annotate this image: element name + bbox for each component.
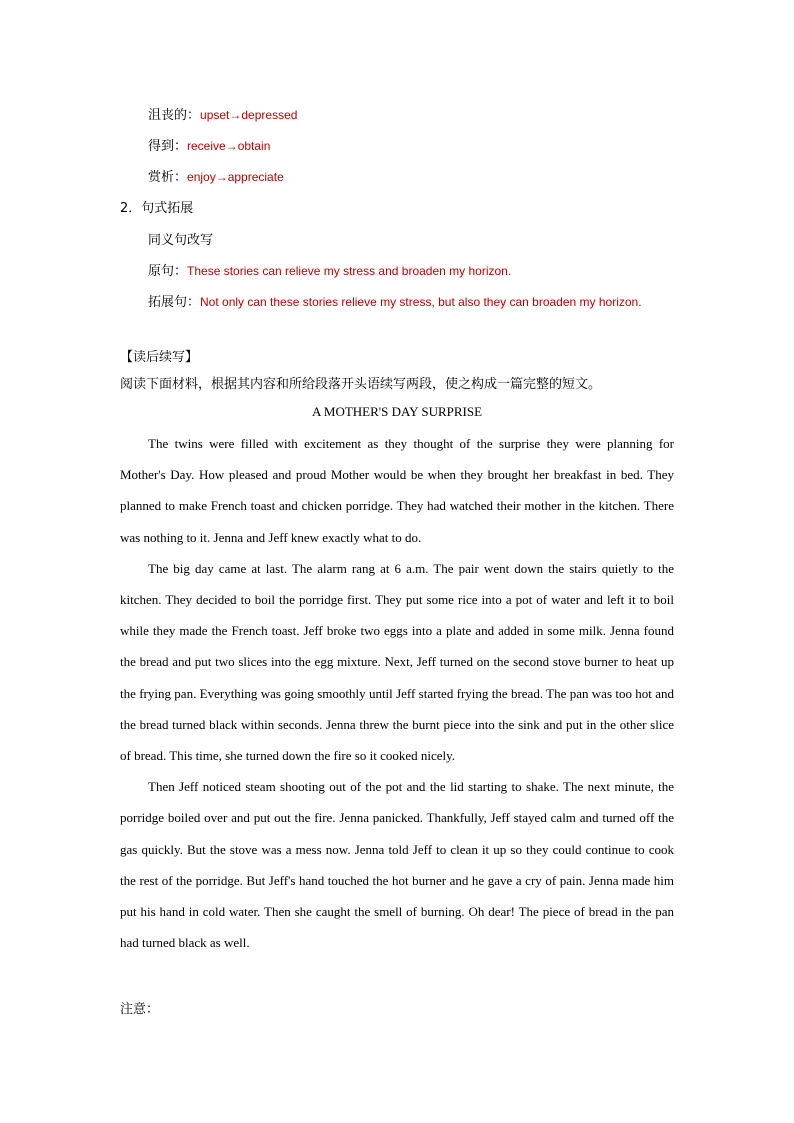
original-sentence xyxy=(148,260,511,279)
story-paragraph: Then Jeff noticed steam shooting out of the pot and the lid starting to shake. The next minute, the porridge boiled over and put out the fire. Jenna panicked. Thankfully, Jeff stayed calm and turned off the gas quickly. But the stove was a mess now. Jenna told Jeff to clean it up so they could continue to cook the rest of the porridge. But Jeff's hand touched the hot burner and he gave a cry of pain. Jenna made him put his hand in cold water. Then she caught the smell of burning. Oh dear! The piece of bread in the pan had turned black as well. xyxy=(120,779,674,951)
vocab-label: 得到： xyxy=(148,139,188,154)
original-label: 原句： xyxy=(148,264,188,279)
task-heading: 【读后续写】 xyxy=(120,350,199,365)
expanded-label: 拓展句： xyxy=(148,295,201,310)
vocab-value: upset→depressed xyxy=(200,108,298,122)
story-body xyxy=(120,428,674,958)
vocab-value: enjoy→appreciate xyxy=(187,170,284,184)
vocab-label: 赏析： xyxy=(148,170,188,185)
task-instruction: 阅读下面材料，根据其内容和所给段落开头语续写两段，使之构成一篇完整的短文。 xyxy=(120,377,602,392)
section-subheading: 同义句改写 xyxy=(148,233,214,248)
story-paragraph: The twins were filled with excitement as they thought of the surprise they were planning for Mother's Day. How pleased and proud Mother would be when they brought her breakfast in bed. They planned to make French toast and chicken porridge. They had watched their mother in the kitchen. There was nothing to it. Jenna and Jeff knew exactly what to do. xyxy=(120,436,674,545)
original-text: These stories can relieve my stress and broaden my horizon. xyxy=(187,264,512,278)
vocab-line-1 xyxy=(148,104,297,123)
vocab-label: 沮丧的： xyxy=(148,108,201,123)
vocab-line-2 xyxy=(148,135,270,154)
expanded-text: Not only can these stories relieve my stress, but also they can broaden my horizon. xyxy=(200,295,642,309)
story-title: A MOTHER'S DAY SURPRISE xyxy=(311,404,483,419)
story-paragraph: The big day came at last. The alarm rang at 6 a.m. The pair went down the stairs quietly to the kitchen. They decided to boil the porridge first. They put some rice into a pot of water and left it to boil while they made the French toast. Jeff broke two eggs into a plate and added in some milk. Jenna found the bread and put two slices into the egg mixture. Next, Jeff turned on the second stove burner to heat up the frying pan. Everything was going smoothly until Jeff started frying the bread. The pan was too hot and the bread turned black within seconds. Jenna threw the burnt piece into the sink and put in the other slice of bread. This time, she turned down the fire so it cooked nicely. xyxy=(120,560,674,764)
vocab-value: receive→obtain xyxy=(187,139,271,153)
expanded-sentence xyxy=(148,291,642,310)
note-label: 注意： xyxy=(120,1002,160,1017)
vocab-line-3 xyxy=(148,166,284,185)
section-heading: 2．句式拓展 xyxy=(120,201,194,216)
